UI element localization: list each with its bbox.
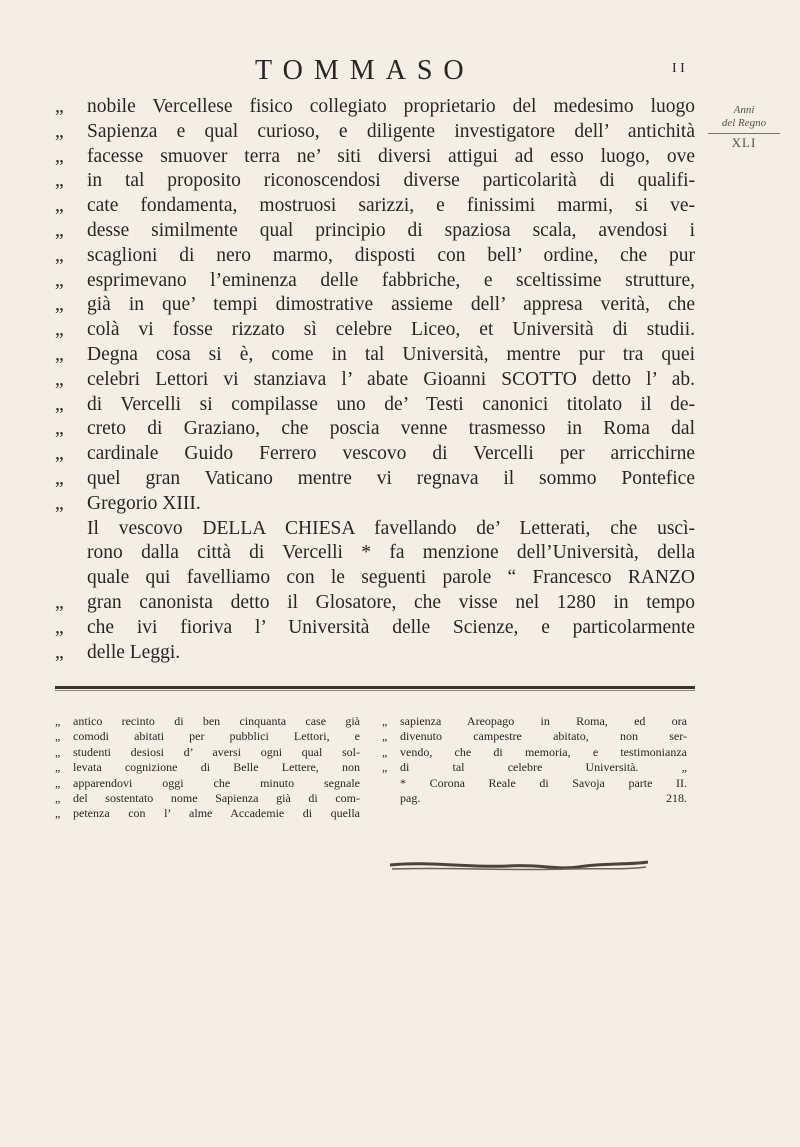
- text-line: [55, 492, 695, 517]
- line-text: creto di Graziano, che poscia venne trasmesso in Roma dal: [87, 418, 695, 440]
- line-text: quale qui favelliamo con le seguenti parole “ Francesco RANZO: [87, 567, 695, 589]
- footnote-divider: [55, 686, 695, 689]
- footnote-line: [382, 791, 687, 806]
- line-text: in tal proposito riconoscendosi diverse particolarità di qualifi-: [87, 170, 695, 192]
- line-text: Sapienza e qual curioso, e diligente investigatore dell’ antichità: [87, 120, 695, 142]
- text-line: [55, 467, 695, 492]
- quote-mark: „: [55, 467, 64, 489]
- footnote-text: del sostentato nome Sapienza già di com-: [73, 791, 360, 806]
- quote-mark: „: [55, 729, 61, 744]
- quote-mark: „: [55, 641, 64, 663]
- running-title: TOMMASO: [255, 55, 475, 86]
- footnote-column-right: [382, 714, 687, 806]
- quote-mark: „: [55, 616, 64, 638]
- text-line: [55, 641, 695, 666]
- quote-mark: „: [55, 806, 61, 821]
- quote-mark: „: [55, 343, 64, 365]
- text-line: [55, 566, 695, 591]
- quote-mark: „: [55, 760, 61, 775]
- line-text: esprimevano l’eminenza delle fabbriche, e sceltissime strutture,: [87, 269, 695, 291]
- text-line: [55, 591, 695, 616]
- margin-note-line-2: del Regno: [721, 117, 767, 129]
- line-text: celebri Lettori vi stanziava l’ abate Gioanni SCOTTO detto l’ ab.: [87, 368, 695, 390]
- footnote-text: di tal celebre Università. „: [400, 760, 687, 775]
- text-line: [55, 145, 695, 170]
- line-text: Degna cosa si è, come in tal Università, mentre pur tra quei: [87, 343, 695, 365]
- footnote-line: [55, 806, 360, 821]
- text-line: [55, 120, 695, 145]
- quote-mark: „: [55, 443, 64, 465]
- footnote-line: [55, 776, 360, 791]
- footnote-text: petenza con l’ alme Accademie di quella: [73, 806, 360, 821]
- quote-mark: „: [55, 244, 64, 266]
- line-text: desse similmente qual principio di spaziosa scala, avendosi i: [87, 219, 695, 241]
- text-line: [55, 169, 695, 194]
- footnote-text: comodi abitati per pubblici Lettori, e: [73, 729, 360, 744]
- text-line: [55, 368, 695, 393]
- line-text: cate fondamenta, mostruosi sarizzi, e finissimi marmi, si ve-: [87, 195, 695, 217]
- quote-mark: „: [55, 591, 64, 613]
- text-line: [55, 442, 695, 467]
- footnote-line: [382, 760, 687, 775]
- footnote-text: pag. 218.: [400, 791, 687, 806]
- footnote-column-left: [55, 714, 360, 822]
- main-text-block: [55, 95, 695, 665]
- page-header: [0, 55, 800, 95]
- line-text: scaglioni di nero marmo, disposti con bell’ ordine, che pur: [87, 244, 695, 266]
- text-line: [55, 417, 695, 442]
- quote-mark: „: [55, 170, 64, 192]
- page-number: I I: [672, 61, 685, 76]
- text-line: [55, 293, 695, 318]
- text-line: [55, 269, 695, 294]
- quote-mark: „: [55, 219, 64, 241]
- text-line: [55, 393, 695, 418]
- line-text: Gregorio XIII.: [87, 492, 201, 514]
- quote-mark: „: [55, 393, 64, 415]
- line-text: nobile Vercellese fisico collegiato proprietario del medesimo luogo: [87, 96, 695, 117]
- text-line: [55, 95, 695, 120]
- decorative-flourish: [388, 859, 650, 873]
- quote-mark: „: [55, 775, 61, 790]
- text-line: [55, 219, 695, 244]
- footnote-text: apparendovi oggi che minuto segnale: [73, 775, 360, 790]
- margin-note-line-1: Anni: [733, 104, 755, 116]
- text-line: [55, 244, 695, 269]
- footnote-line: [55, 714, 360, 729]
- footnote-line: [55, 791, 360, 806]
- footnote-line: [55, 760, 360, 775]
- text-line: [55, 318, 695, 343]
- quote-mark: „: [55, 96, 64, 117]
- footnote-text: sapienza Areopago in Roma, ed ora: [400, 714, 687, 728]
- footnote-divider-thin: [55, 690, 695, 691]
- line-text: delle Leggi.: [87, 641, 181, 663]
- text-line: [55, 541, 695, 566]
- line-text: Il vescovo DELLA CHIESA favellando de’ Letterati, che uscì-: [87, 517, 695, 539]
- quote-mark: „: [382, 760, 388, 775]
- line-text: che ivi fioriva l’ Università delle Scienze, e particolarmente: [87, 616, 695, 638]
- text-line: [55, 616, 695, 641]
- footnote-line: [382, 729, 687, 744]
- quote-mark: „: [55, 319, 64, 341]
- line-text: rono dalla città di Vercelli * fa menzione dell’Università, della: [87, 542, 695, 564]
- footnote-text: * Corona Reale di Savoja parte II.: [400, 775, 687, 790]
- quote-mark: „: [55, 120, 64, 142]
- quote-mark: „: [55, 145, 64, 167]
- quote-mark: „: [382, 729, 388, 744]
- footnote-text: divenuto campestre abitato, non ser-: [400, 729, 687, 744]
- footnote-text: levata cognizione di Belle Lettere, non: [73, 760, 360, 775]
- quote-mark: „: [55, 294, 64, 316]
- footnote-line: [382, 714, 687, 729]
- footnote-text: studenti desiosi d’ aversi ogni qual sol-: [73, 744, 360, 759]
- quote-mark: „: [382, 714, 388, 728]
- quote-mark: „: [55, 418, 64, 440]
- quote-mark: „: [55, 269, 64, 291]
- line-text: già in que’ tempi dimostrative assieme dell’ appresa verità, che: [87, 294, 695, 316]
- text-line: [55, 194, 695, 219]
- margin-note-rule: [708, 133, 780, 134]
- footnote-text: antico recinto di ben cinquanta case già: [73, 714, 360, 728]
- footnote-line: [382, 745, 687, 760]
- line-text: gran canonista detto il Glosatore, che visse nel 1280 in tempo: [87, 591, 695, 613]
- line-text: quel gran Vaticano mentre vi regnava il sommo Pontefice: [87, 467, 695, 489]
- quote-mark: „: [55, 744, 61, 759]
- quote-mark: „: [55, 714, 61, 728]
- footnote-line: [382, 776, 687, 791]
- footnote-text: vendo, che di memoria, e testimonianza: [400, 744, 687, 759]
- margin-note-year: XLI: [731, 135, 757, 150]
- text-line: [55, 517, 695, 542]
- quote-mark: „: [55, 368, 64, 390]
- line-text: di Vercelli si compilasse uno de’ Testi canonici titolato il de-: [87, 393, 695, 415]
- line-text: cardinale Guido Ferrero vescovo di Vercelli per arricchirne: [87, 443, 695, 465]
- quote-mark: „: [55, 791, 61, 806]
- quote-mark: „: [55, 195, 64, 217]
- quote-mark: „: [382, 744, 388, 759]
- text-line: [55, 343, 695, 368]
- quote-mark: „: [55, 492, 64, 514]
- margin-note: [700, 104, 788, 149]
- footnote-line: [55, 745, 360, 760]
- line-text: colà vi fosse rizzato sì celebre Liceo, et Università di studii.: [87, 319, 695, 341]
- line-text: facesse smuover terra ne’ siti diversi attigui ad esso luogo, ove: [87, 145, 695, 167]
- footnote-line: [55, 729, 360, 744]
